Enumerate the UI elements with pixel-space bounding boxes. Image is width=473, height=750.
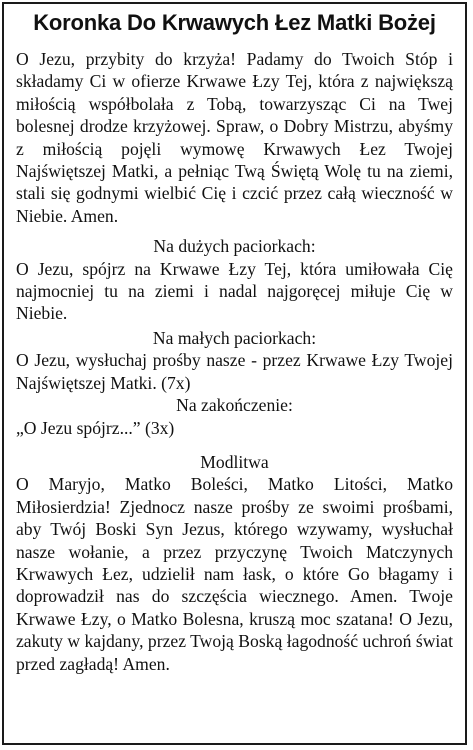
large-beads-text: O Jezu, spójrz na Krwawe Łzy Tej, która umiłowała Cię najmocniej tu na ziemi i nadal najgoręcej miłuje Cię w Niebie. bbox=[16, 258, 453, 324]
opening-prayer: O Jezu, przybity do krzyża! Padamy do Twoich Stóp i składamy Ci w ofierze Krwawe Łzy Tej, która z największą miłością współbolała z Tobą, towarzysząc Ci na Twej bolesnej drodze krzyżowej. Spraw, o Dobry Mistrzu, abyśmy z miłością pojęli wymowę Krwawych Łez Twojej Najświętszej Matki, a pełniąc Twą Świętą Wolę tu na ziemi, stali się godnymi wielbić Cię i czcić przez całą wieczność w Niebie. Amen. bbox=[16, 49, 453, 226]
large-beads-heading: Na dużych paciorkach: bbox=[153, 236, 316, 257]
prayer-content bbox=[16, 48, 453, 675]
prayer-text: O Maryjo, Matko Boleści, Matko Litości, Matko Miłosierdzia! Zjednocz nasze prośby ze swoimi prośbami, aby Twój Boski Syn Jezus, którego wzywamy, wysłuchał nasze wołanie, a przez przyczynę Twoich Matczynych Krwawych Łez, udzielił nam łask, o które Go błagamy i doprowadził nas do szczęścia wiecznego. Amen. Twoje Krwawe Łzy, o Matko Bolesna, kruszą moc szatana! O Jezu, zakuty w kajdany, przez Twoją Boską łagodność uchroń świat przed zagładą! Amen. bbox=[16, 474, 453, 674]
small-beads-text: O Jezu, wysłuchaj prośby nasze - przez Krwawe Łzy Twojej Najświętszej Matki. (7x) bbox=[16, 350, 453, 393]
prayer-card bbox=[2, 2, 467, 745]
small-beads-heading: Na małych paciorkach: bbox=[152, 327, 317, 348]
ending-heading: Na zakończenie: bbox=[176, 395, 293, 416]
ending-text: „O Jezu spójrz...” (3x) bbox=[16, 417, 175, 438]
page-title: Koronka Do Krwawych Łez Matki Bożej bbox=[33, 10, 436, 35]
prayer-heading: Modlitwa bbox=[200, 451, 269, 472]
